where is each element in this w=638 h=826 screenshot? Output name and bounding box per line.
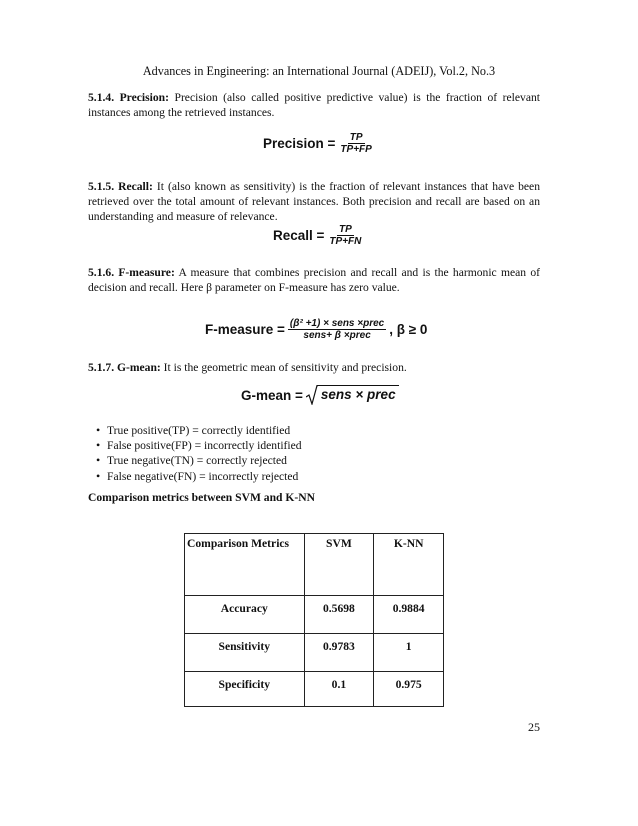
page-number: 25 (528, 720, 540, 734)
precision-fraction (338, 132, 373, 155)
table-cell: Accuracy (185, 596, 305, 634)
table-cell: 0.9884 (374, 596, 444, 634)
definitions-list (96, 423, 302, 484)
gmean-paragraph (88, 360, 540, 375)
precision-numerator: TP (349, 132, 363, 143)
table-cell: 0.5698 (304, 596, 374, 634)
table-row (185, 596, 444, 634)
recall-denominator: TP+FN (329, 236, 362, 247)
gmean-text: It is the geometric mean of sensitivity and precision. (160, 361, 407, 374)
precision-heading: 5.1.4. Precision: (88, 91, 169, 104)
list-item: • True negative(TN) = correctly rejected (96, 453, 302, 468)
journal-header: Advances in Engineering: an International Journal (ADEIJ), Vol.2, No.3 (142, 64, 496, 78)
table-cell: Specificity (185, 672, 305, 707)
fmeasure-text: A measure that combines precision and recall and is the harmonic mean of decision and recall. Here β parameter on F-measure has zero value. (88, 266, 540, 294)
recall-numerator: TP (339, 224, 352, 235)
gmean-sqrt (306, 385, 399, 405)
recall-fraction (327, 224, 363, 247)
fmeasure-formula (205, 318, 427, 341)
fmeasure-fraction (288, 318, 386, 341)
fmeasure-denominator: sens+ β ×prec (303, 330, 371, 341)
table-cell: 1 (374, 634, 444, 672)
recall-heading: 5.1.5. Recall: (88, 180, 153, 193)
precision-formula-lhs: Precision = (263, 136, 336, 151)
fmeasure-paragraph (88, 265, 540, 295)
gmean-heading: 5.1.7. G-mean: (88, 361, 161, 374)
table-header-cell: K-NN (374, 534, 444, 596)
recall-formula (273, 224, 363, 247)
table-cell: 0.9783 (304, 634, 374, 672)
precision-denominator: TP+FP (340, 144, 372, 155)
table-cell: 0.975 (374, 672, 444, 707)
fmeasure-heading: 5.1.6. F-measure: (88, 266, 175, 279)
gmean-formula (241, 385, 399, 405)
table-cell: 0.1 (304, 672, 374, 707)
recall-text: It (also known as sensitivity) is the fraction of relevant instances that have been retrieved over the total amount of relevant instances. Both precision and recall are based on an understanding and measure of relevance. (88, 180, 540, 223)
list-item: • False positive(FP) = incorrectly identified (96, 438, 302, 453)
table-header-cell: SVM (304, 534, 374, 596)
fmeasure-formula-lhs: F-measure = (205, 322, 285, 337)
table-row (185, 672, 444, 707)
table-cell: Sensitivity (185, 634, 305, 672)
recall-paragraph (88, 179, 540, 224)
precision-paragraph (88, 90, 540, 120)
recall-formula-lhs: Recall = (273, 228, 325, 243)
list-item: • True positive(TP) = correctly identified (96, 423, 302, 438)
table-row (185, 634, 444, 672)
precision-text: Precision (also called positive predictive value) is the fraction of relevant instances among the retrieved instances. (88, 91, 541, 119)
radical-sign-icon (306, 385, 318, 405)
precision-formula (263, 132, 374, 155)
fmeasure-numerator: (β² +1) × sens ×prec (289, 318, 385, 329)
comparison-title: Comparison metrics between SVM and K-NN (88, 491, 316, 504)
table-header-cell: Comparison Metrics (185, 534, 305, 596)
gmean-formula-lhs: G-mean = (241, 387, 303, 403)
table-header-row (185, 534, 444, 596)
comparison-table (184, 533, 444, 707)
fmeasure-condition: , β ≥ 0 (389, 322, 428, 337)
gmean-radicand: sens × prec (318, 385, 399, 405)
list-item: • False negative(FN) = incorrectly rejected (96, 469, 302, 484)
